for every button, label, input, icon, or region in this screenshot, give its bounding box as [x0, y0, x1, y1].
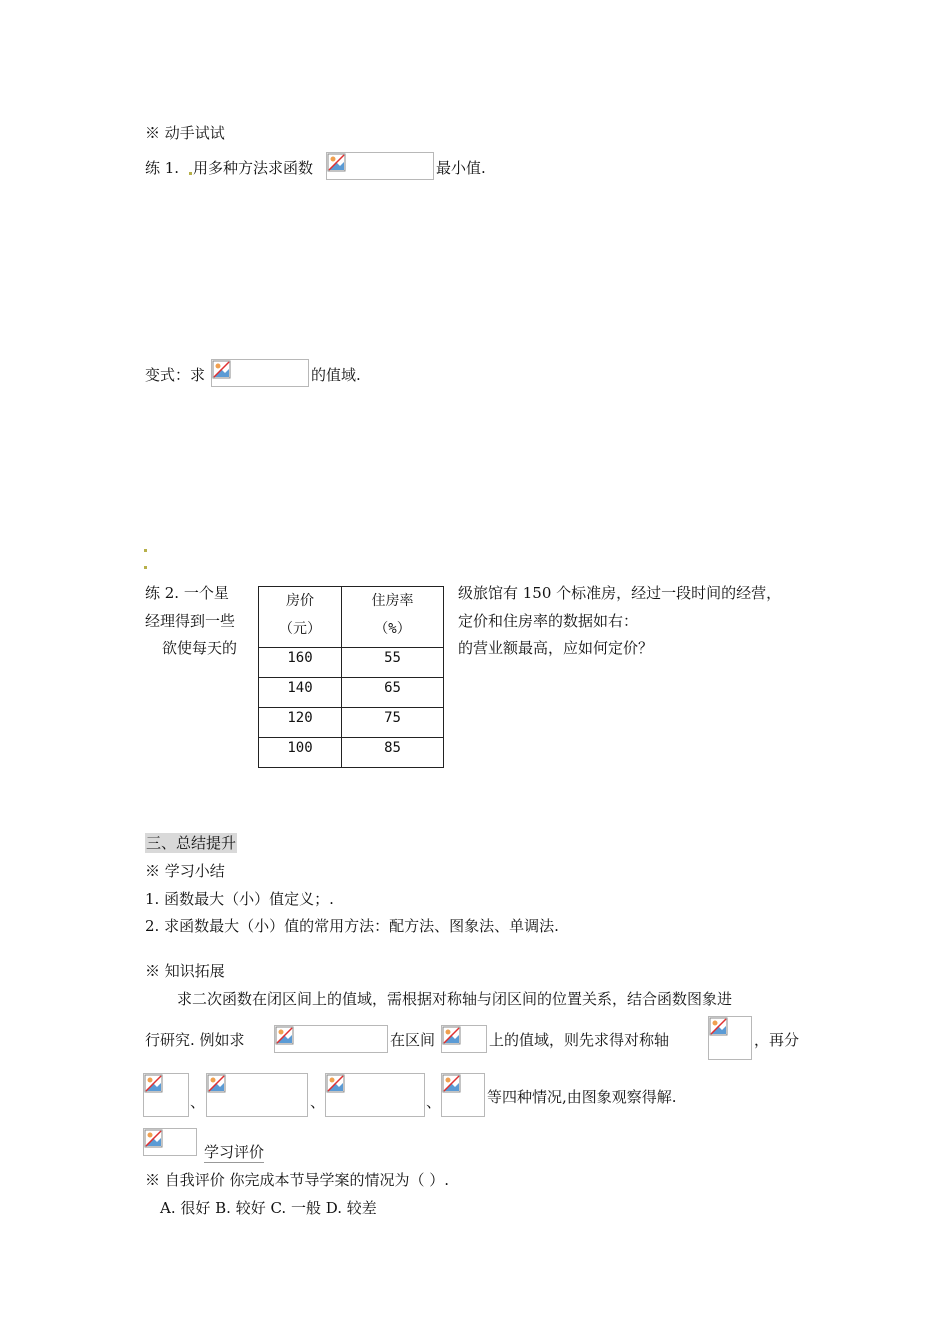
formula-image-8: [325, 1073, 425, 1117]
anchor-mark: [144, 549, 147, 552]
section-title: 三、总结提升: [146, 834, 237, 852]
separator: 、: [426, 1093, 442, 1111]
formula-image-5: [708, 1016, 752, 1060]
table-cell: 65: [342, 678, 444, 708]
formula-image-1: [326, 152, 434, 180]
table-cell: 55: [342, 648, 444, 678]
price-header: 房价: [286, 593, 314, 609]
table-row: [259, 678, 444, 708]
separator: 、: [310, 1093, 326, 1111]
formula-image-2: [211, 359, 309, 387]
table-header-row: [259, 587, 444, 648]
anchor-mark: [144, 566, 147, 569]
table-cell: 100: [259, 738, 342, 768]
exercise2-line1-right: 级旅馆有 150 个标准房，经过一段时间的经营，: [458, 584, 782, 602]
formula-image-6: [143, 1073, 189, 1117]
extension-line2-d: ，再分: [754, 1031, 800, 1049]
table-row: [259, 648, 444, 678]
broken-image-icon: [212, 360, 232, 380]
exercise2-line1-left: 练 2. 一个星: [145, 584, 229, 602]
broken-image-icon: [207, 1074, 227, 1094]
broken-image-icon: [144, 1074, 164, 1094]
exercise2-line3-left: 欲使每天的: [162, 639, 238, 657]
formula-image-3: [274, 1025, 388, 1053]
exercise2-line2-right: 定价和住房率的数据如右：: [458, 612, 639, 630]
extension-line2-c: 上的值域，则先求得对称轴: [489, 1031, 670, 1049]
broken-image-icon: [326, 1074, 346, 1094]
exercise1-text: 用多种方法求函数: [193, 159, 314, 177]
broken-image-icon: [709, 1017, 729, 1037]
summary-item-2: 2. 求函数最大（小）值的常用方法：配方法、图象法、单调法.: [145, 917, 559, 935]
table-cell: 120: [259, 708, 342, 738]
broken-image-icon: [144, 1129, 164, 1149]
broken-image-icon: [275, 1026, 295, 1046]
exercise1-suffix: 最小值.: [436, 159, 486, 177]
price-unit: （元）: [279, 621, 321, 637]
extension-line2-a: 行研究. 例如求: [145, 1031, 245, 1049]
variant-suffix: 的值域.: [311, 366, 361, 384]
extension-para-line1: 求二次函数在闭区间上的值域，需根据对称轴与闭区间的位置关系，结合函数图象进: [177, 990, 733, 1008]
rate-header: 住房率: [371, 593, 414, 609]
broken-image-icon: [327, 153, 347, 173]
anchor-mark: [189, 172, 192, 175]
summary-item-1: 1. 函数最大（小）值定义；.: [145, 890, 334, 908]
table-header-cell: [342, 587, 444, 648]
extension-line3-end: 等四种情况,由图象观察得解.: [487, 1088, 677, 1106]
evaluation-title: 学习评价: [204, 1143, 265, 1161]
practice-heading: ※ 动手试试: [145, 124, 225, 142]
table-cell: 160: [259, 648, 342, 678]
self-evaluation: ※ 自我评价 你完成本节导学案的情况为（ ）.: [145, 1171, 450, 1189]
exercise1-label: 练 1.: [145, 159, 180, 177]
formula-image-7: [206, 1073, 308, 1117]
exercise2-line3-right: 的营业额最高，应如何定价？: [458, 639, 654, 657]
table-row: [259, 738, 444, 768]
table-cell: 75: [342, 708, 444, 738]
rate-unit: （%）: [374, 621, 411, 637]
summary-heading: ※ 学习小结: [145, 862, 225, 880]
broken-image-icon: [442, 1074, 462, 1094]
variant-prefix: 变式：求: [145, 366, 206, 384]
section-title-image: [143, 1128, 197, 1156]
table-cell: 85: [342, 738, 444, 768]
table-row: [259, 708, 444, 738]
formula-image-4: [441, 1025, 487, 1053]
broken-image-icon: [442, 1026, 462, 1046]
price-occupancy-table: [258, 586, 444, 768]
table-header-cell: [259, 587, 342, 648]
formula-image-9: [441, 1073, 485, 1117]
extension-line2-b: 在区间: [390, 1031, 436, 1049]
exercise2-line2-left: 经理得到一些: [145, 612, 236, 630]
evaluation-options: A. 很好 B. 较好 C. 一般 D. 较差: [160, 1199, 377, 1217]
table-cell: 140: [259, 678, 342, 708]
separator: 、: [190, 1093, 206, 1111]
extension-heading: ※ 知识拓展: [145, 962, 225, 980]
